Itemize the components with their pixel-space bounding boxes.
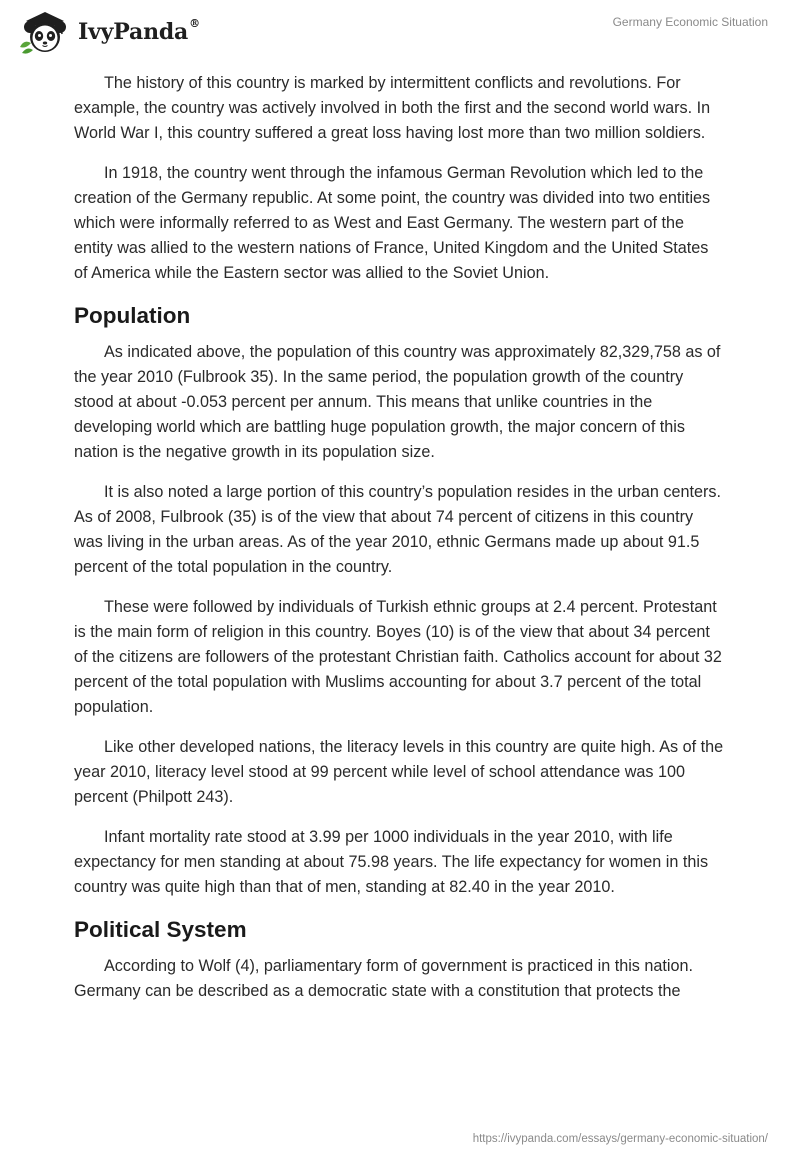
page-header	[0, 0, 800, 62]
panda-graduate-icon	[16, 7, 74, 55]
paragraph: Like other developed nations, the literacy levels in this country are quite high. As of the year 2010, literacy level stood at 99 percent while level of school attendance was 100 percent (Philpott 243).	[74, 738, 724, 806]
essay-body	[74, 71, 724, 1019]
brand-logo[interactable]	[16, 7, 200, 55]
brand-name: IvyPanda®	[78, 17, 200, 45]
section-heading-population: Population	[74, 303, 191, 328]
paragraph: In 1918, the country went through the infamous German Revolution which led to the creation of the Germany republic. At some point, the country was divided into two entities which were informally referred to as West and East Germany. The western part of the entity was allied to the western nations of France, United Kingdom and the United States of America while the Eastern sector was allied to the Soviet Union.	[74, 164, 711, 282]
paragraph: The history of this country is marked by intermittent conflicts and revolutions. For example, the country was actively involved in both the first and the second world wars. In World War I, this country suffered a great loss having lost more than two million soldiers.	[74, 74, 711, 142]
document-title: Germany Economic Situation	[612, 15, 768, 29]
paragraph: Infant mortality rate stood at 3.99 per 1000 individuals in the year 2010, with life expectancy for men standing at about 75.98 years. The life expectancy for women in this country was quite high than that of men, standing at 82.40 in the year 2010.	[74, 828, 709, 896]
paragraph: As indicated above, the population of this country was approximately 82,329,758 as of the year 2010 (Fulbrook 35). In the same period, the population growth of the country stood at about -0.053 percent per annum. This means that unlike countries in the developing world which are battling huge population growth, the major concern of this nation is the negative growth in its population size.	[74, 343, 721, 461]
registered-mark: ®	[189, 17, 200, 30]
paragraph: These were followed by individuals of Turkish ethnic groups at 2.4 percent. Protestant is the main form of religion in this country. Boyes (10) is of the view that about 34 percent of the citizens are followers of the protestant Christian faith. Catholics account for about 32 percent of the total population with Muslims accounting for about 3.7 percent of the total population.	[74, 598, 722, 716]
source-url[interactable]: https://ivypanda.com/essays/germany-economic-situation/	[472, 1133, 768, 1145]
section-heading-political-system: Political System	[74, 917, 247, 942]
paragraph: According to Wolf (4), parliamentary form of government is practiced in this nation. Germany can be described as a democratic state with a constitution that protects the	[74, 957, 694, 1000]
paragraph: It is also noted a large portion of this country’s population resides in the urban centers. As of 2008, Fulbrook (35) is of the view that about 74 percent of citizens in this country was living in the urban areas. As of the year 2010, ethnic Germans made up about 91.5 percent of the total population in the country.	[74, 483, 721, 576]
